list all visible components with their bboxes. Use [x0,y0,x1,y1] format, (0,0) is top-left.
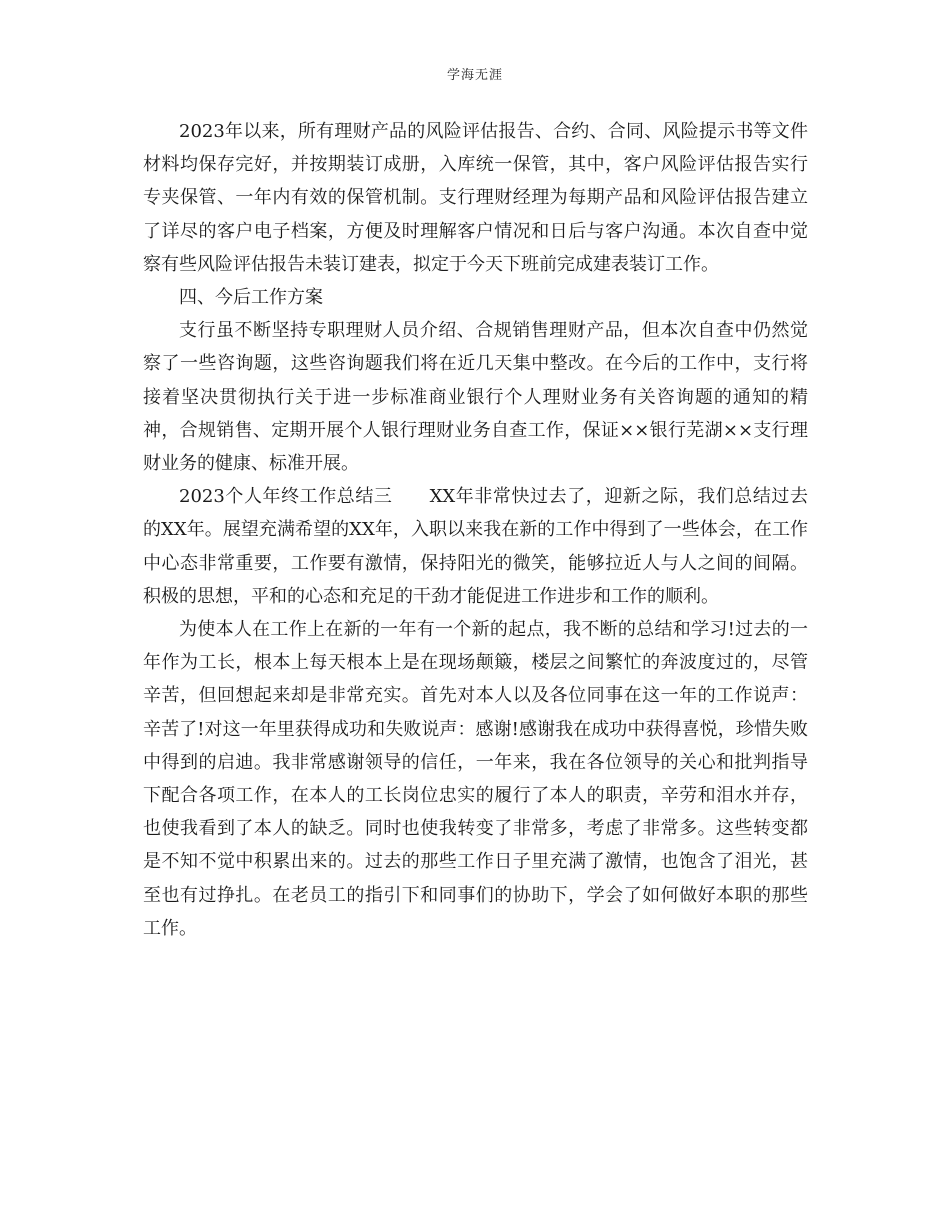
document-body [143,115,808,945]
paragraph-archive: 2023年以来，所有理财产品的风险评估报告、合约、合同、风险提示书等文件材料均保存完好，并按期装订成册，入库统一保管，其中，客户风险评估报告实行专夹保管、一年内有效的保管机制。支行理财经理为每期产品和风险评估报告建立了详尽的客户电子档案，方便及时理解客户情况和日后与客户沟通。本次自查中觉察有些风险评估报告未装订建表，拟定于今天下班前完成建表装订工作。 [143,121,808,275]
paragraph-future-plan: 支行虽不断坚持专职理财人员介绍、合规销售理财产品，但本次自查中仍然觉察了一些咨询题，这些咨询题我们将在近几天集中整改。在今后的工作中，支行将接着坚决贯彻执行关于进一步标准商业银行个人理财业务有关咨询题的通知的精神，合规销售、定期开展个人银行理财业务自查工作，保证××银行芜湖××支行理财业务的健康、标准开展。 [143,320,808,475]
section-heading-future-plan: 四、今后工作方案 [179,287,323,309]
paragraph-summary-body: 为使本人在工作上在新的一年有一个新的起点，我不断的总结和学习!过去的一年作为工长，根本上每天根本上是在现场颠簸，楼层之间繁忙的奔波度过的，尽管辛苦，但回想起来却是非常充实。首先对本人以及各位同事在这一年的工作说声：辛苦了!对这一年里获得成功和失败说声：感谢!感谢我在成功中获得喜悦，珍惜失败中得到的启迪。我非常感谢领导的信任，一年来，我在各位领导的关心和批判指导下配合各项工作，在本人的工长岗位忠实的履行了本人的职责，辛劳和泪水并存，也使我看到了本人的缺乏。同时也使我转变了非常多，考虑了非常多。这些转变都是不知不觉中积累出来的。过去的那些工作日子里充满了激情，也饱含了泪光，甚至也有过挣扎。在老员工的指引下和同事们的协助下，学会了如何做好本职的那些工作。 [143,619,808,939]
page-header: 学海无涯 [446,68,503,83]
paragraph-summary-intro: 2023个人年终工作总结三 XX年非常快过去了，迎新之际，我们总结过去的XX年。展望充满希望的XX年，入职以来我在新的工作中得到了一些体会，在工作中心态非常重要，工作要有激情，保持阳光的微笑，能够拉近人与人之间的间隔。积极的思想，平和的心态和充足的干劲才能促进工作进步和工作的顺利。 [143,486,808,607]
